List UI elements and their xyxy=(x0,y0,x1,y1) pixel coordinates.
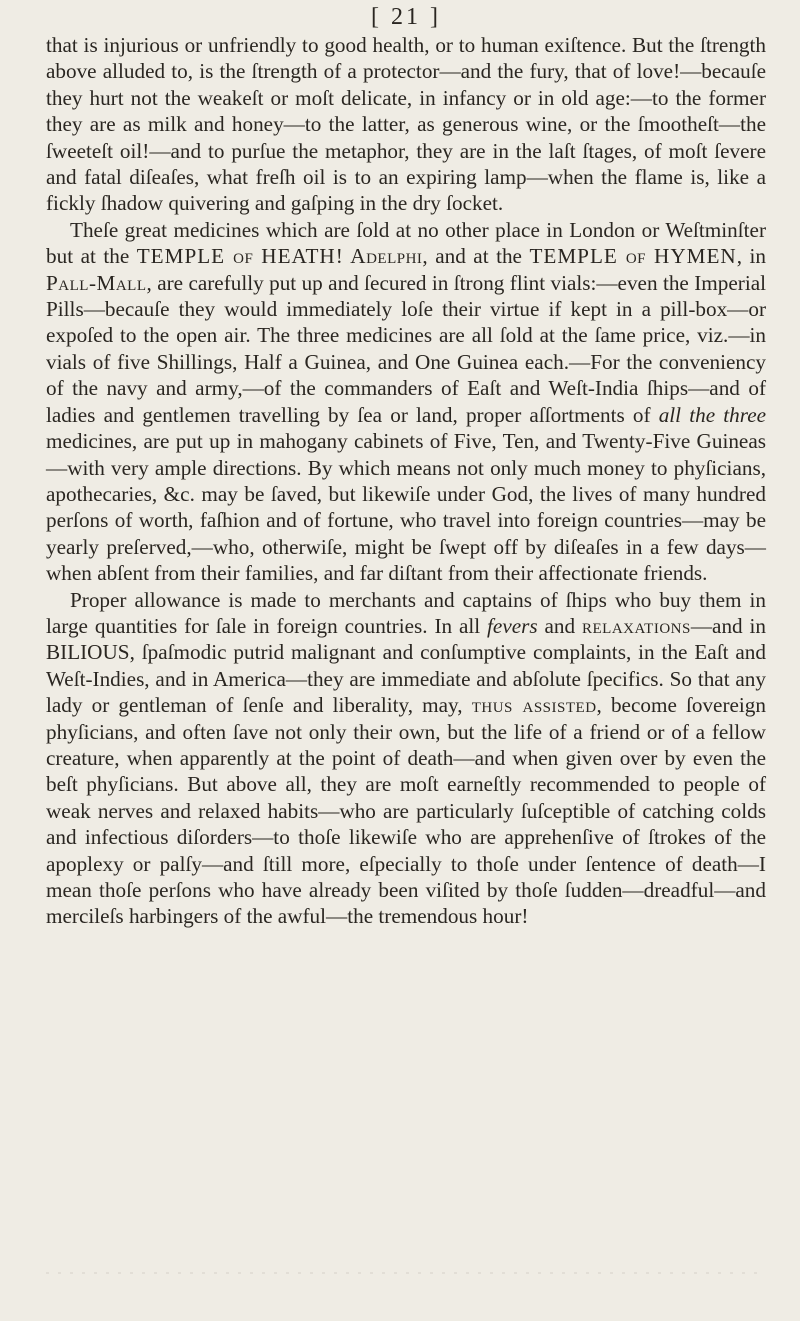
paragraph-text: medicines, are put up in mahogany cabinets of Five, Ten, and Twenty-Five Guineas—with very ample directions. By which means not only much money to phyſicians, apothecaries, &c. may be ſaved, but likewiſe under God, the lives of many hundred perſons of worth, faſhion and of fortune, who travel into foreign countries—may be yearly preſerved,—who, otherwiſe, might be ſwept off by diſeaſes in a few days—when abſent from their families, and far diſtant from their affectionate friends. xyxy=(46,429,766,586)
paragraph-text: thus assisted xyxy=(471,693,597,718)
paragraph-text: , are carefully put up and ſecured in ſtrong flint vials:—even the Imperial Pills—becauſe they would immediately loſe their virtue if kept in a pill-box—or expoſed to the open air. The three medicines are all ſold at the ſame price, viz.—in vials of five Shillings, Half a Guinea, and One Guinea each.—For the conveniency of the navy and army,—of the commanders of Eaſt and Weſt-India ſhips—and of ladies and gentlemen travelling by ſea or land, proper aſſortments of xyxy=(46,270,766,427)
paragraph-text: ! xyxy=(335,244,351,269)
page-number: [ 21 ] xyxy=(371,4,441,30)
paragraph xyxy=(46,32,766,217)
paragraph-text: Adelphi xyxy=(350,244,423,269)
paragraph-text: that is injurious or unfriendly to good health, or to human exiſtence. But the ſtrength above alluded to, is the ſtrength of a protector—and the fury, that of love!—becauſe they hurt not the weakeſt or moſt delicate, in infancy or in old age:—to the former they are as milk and honey—to the latter, as generous wine, or the ſmootheſt—the ſweeteſt oil!—and to purſue the metaphor, they are in the laſt ſtages, of moſt ſevere and fatal diſeaſes, what freſh oil is to an expiring lamp—when the flame is, like a fickly ſhadow quivering and gaſping in the dry ſocket. xyxy=(46,33,766,216)
bleed-through-marks xyxy=(46,1269,766,1277)
paragraph-text: fevers xyxy=(487,613,538,638)
paragraph-text: of xyxy=(225,244,262,269)
paragraph-text: and xyxy=(537,613,583,638)
paragraph-text: relaxations xyxy=(582,613,691,638)
paragraph-text: Pall-Mall xyxy=(46,270,147,295)
paragraph-text: —and in BILIOUS, ſpaſmodic putrid malignant and conſumptive complaints, in the Eaſt and Weſt-Indies, and in America—they are immediate and abſolute ſpecifics. So that any lady or gentleman of ſenſe and liberality, may, xyxy=(46,613,767,718)
paragraph-text: of xyxy=(617,244,655,269)
paragraph-text: Theſe great medicines which are ſold at no other place in London or Weſtminſter but at the xyxy=(46,217,766,269)
paragraph-text: HEATH xyxy=(261,244,336,269)
paragraph-text: , in xyxy=(736,244,766,269)
paragraph xyxy=(46,217,766,587)
paragraph-text: TEMPLE xyxy=(136,244,226,269)
paragraph-text: , become ſovereign phyſicians, and often ſave not only their own, but the life of a friend or of a fellow creature, when apparently at the point of death—and when given over by even the beſt phyſicians. But above all, they are moſt earneſtly recommended to people of weak nerves and relaxed habits—who are particularly ſuſceptible of catching colds and infectious diſorders—to thoſe likewiſe who are apprehenſive of ſtrokes of the apoplexy or palſy—and ſtill more, eſpecially to thoſe under ſentence of death—I mean thoſe perſons who have already been viſited by thoſe ſudden—dreadful—and mercileſs harbingers of the awful—the tremendous hour! xyxy=(46,693,766,929)
paragraph-text: HYMEN xyxy=(654,244,737,269)
body-text xyxy=(46,32,766,930)
paragraph xyxy=(46,587,766,930)
paragraph-text: all the three xyxy=(658,402,767,427)
paragraph-text: Proper allowance is made to merchants and captains of ſhips who buy them in large quantities for ſale in foreign countries. In all xyxy=(46,587,766,638)
paragraph-text: TEMPLE xyxy=(529,244,618,269)
paragraph-text: , and at the xyxy=(422,244,530,269)
